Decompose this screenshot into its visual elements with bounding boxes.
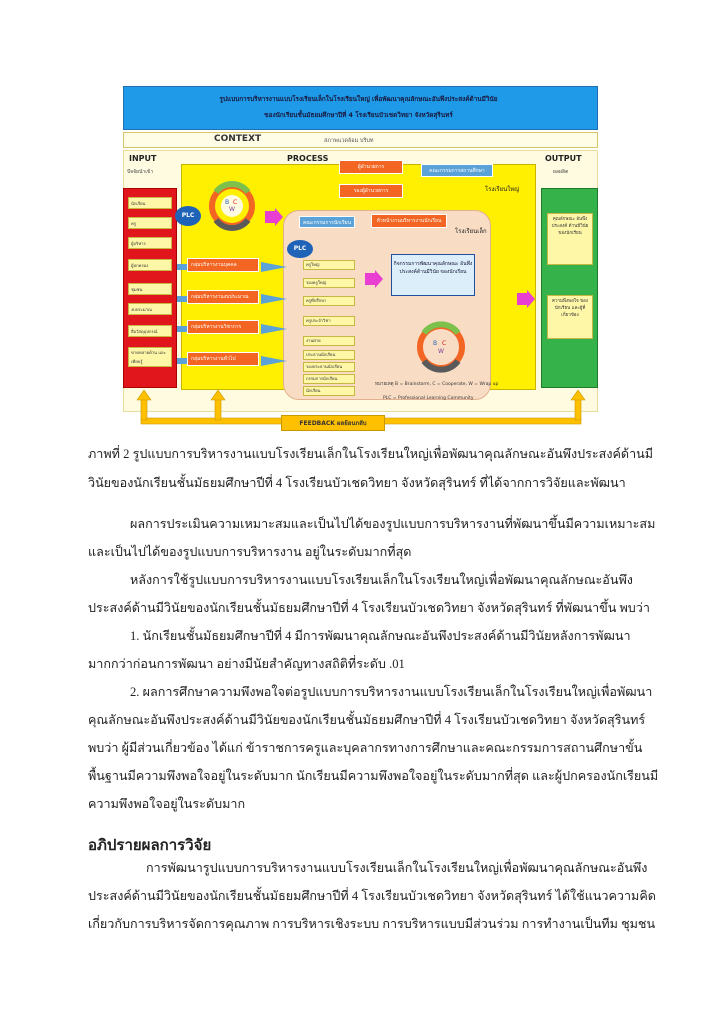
group-box: กลุ่มบริหารงานทั่วไป [187, 352, 259, 366]
cycle-letter: W [438, 348, 444, 355]
input-item: ครู [128, 217, 172, 229]
task-item: ครูประจำวิชา [303, 316, 355, 326]
arrow-icon [517, 290, 535, 308]
output-panel [541, 188, 598, 388]
deputy-box: รองผู้อำนวยการ [339, 184, 403, 198]
input-item: ชุมชน [128, 283, 172, 295]
group-arrows [177, 260, 303, 372]
paragraph-line: ผลการประเมินความเหมาะสมและเป็นไปได้ของรูปแบบการบริหารงานที่พัฒนาขึ้นมีความเหมาะสม [130, 517, 656, 531]
task-item: กรรมการนักเรียน [303, 374, 355, 384]
small-school-label: โรงเรียนเล็ก [455, 228, 487, 235]
task-item: งานฝ่าย [303, 336, 355, 346]
paragraph-line: พื้นฐานมีความพึงพอใจอยู่ในระดับมาก นักเรียนมีความพึงพอใจอยู่ในระดับมากที่สุด และผู้ปกครองนักเรียนมี [88, 769, 659, 783]
activity-box: กิจกรรมการพัฒนาคุณลักษณะ อันพึงประสงค์ด้านมีวินัย ของนักเรียน [391, 254, 475, 296]
input-item: งบประมาณ [128, 303, 172, 315]
paragraph-line: ความพึงพอใจอยู่ในระดับมาก [88, 797, 246, 811]
output-item: คุณลักษณะ อันพึงประสงค์ ด้านมีวินัย ของนักเรียน [547, 213, 593, 265]
footnote-bcw: หมายเหตุ B = Brainstorm, C = Cooperate, W = Wrap up [375, 382, 499, 387]
task-item: ครูใหญ่ [303, 260, 355, 270]
svg-text:B: B [225, 199, 230, 206]
cycle-icon [201, 180, 263, 232]
paragraph-line: เกี่ยวกับการบริหารจัดการคุณภาพ การบริหารเชิงระบบ การบริหารแบบมีส่วนร่วม การทำงานเป็นทีม ชุมชน [88, 917, 656, 931]
paragraph-line: 1. นักเรียนชั้นมัธยมศึกษาปีที่ 4 มีการพัฒนาคุณลักษณะอันพึงประสงค์ด้านมีวินัยหลังการพัฒนา [130, 629, 631, 643]
input-item: นักเรียน [128, 197, 172, 209]
framework-diagram [121, 84, 601, 436]
group-box: กลุ่มบริหารงานงบประมาณ [187, 290, 259, 304]
cycle-icon [409, 320, 473, 374]
input-item: ผู้ปกครอง [128, 259, 172, 271]
diagram-title-line1: รูปแบบการบริหารงานแบบโรงเรียนเล็กในโรงเรียนใหญ่ เพื่อพัฒนาคุณลักษณะอันพึงประสงค์ด้านมีวินัย [219, 95, 498, 103]
output-item: ความพึงพอใจ ของนักเรียน และผู้ที่เกี่ยวข้อง [547, 295, 593, 339]
group-box: กลุ่มบริหารงานวิชาการ [187, 320, 259, 334]
plc-badge-inner: PLC [287, 240, 313, 258]
arrow-icon [265, 208, 283, 226]
input-item: สื่อวัสดุอุปกรณ์ [128, 325, 172, 337]
svg-text:C: C [233, 199, 238, 206]
paragraph-line: คุณลักษณะอันพึงประสงค์ด้านมีวินัยของนักเรียนชั้นมัธยมศึกษาปีที่ 4 โรงเรียนบัวเชดวิทยา จังหวัดสุรินทร์ [88, 713, 646, 727]
big-school-label: โรงเรียนใหญ่ [485, 186, 520, 193]
paragraph-line: พบว่า ผู้มีส่วนเกี่ยวข้อง ได้แก่ ข้าราชการครูและบุคลากรทางการศึกษาและคณะกรรมการสถานศึกษาขั้น [88, 741, 643, 755]
input-sub: ปัจจัยนำเข้า [127, 169, 154, 175]
output-label: OUTPUT [545, 154, 582, 163]
task-item: รองประธานนักเรียน [303, 362, 355, 372]
figure-caption: วินัยของนักเรียนชั้นมัธยมศึกษาปีที่ 4 โรงเรียนบัวเชดวิทยา จังหวัดสุรินทร์ ที่ได้จากการวิจัยและพัฒนา [88, 476, 626, 490]
paragraph-line: ประสงค์ด้านมีวินัยของนักเรียนชั้นมัธยมศึกษาปีที่ 4 โรงเรียนบัวเชดวิทยา จังหวัดสุรินทร์ ที่พัฒนาขึ้น พบว่า [88, 601, 650, 615]
diagram-title-line2: ของนักเรียนชั้นมัธยมศึกษาปีที่ 4 โรงเรียนบัวเชดวิทยา จังหวัดสุรินทร์ [264, 111, 453, 119]
input-panel [123, 188, 177, 388]
admin-head-box: หัวหน้างานบริหารงานนักเรียน [371, 214, 447, 228]
director-box: ผู้อำนวยการ [339, 160, 403, 174]
diagram-header [123, 86, 598, 130]
input-label: INPUT [129, 154, 157, 163]
paragraph-line: 2. ผลการศึกษาความพึงพอใจต่อรูปแบบการบริหารงานแบบโรงเรียนเล็กในโรงเรียนใหญ่เพื่อพัฒนา [130, 685, 653, 699]
cycle-letter: C [442, 340, 447, 347]
paragraph-line: หลังการใช้รูปแบบการบริหารงานแบบโรงเรียนเล็กในโรงเรียนใหญ่เพื่อพัฒนาคุณลักษณะอันพึง [130, 573, 633, 587]
context-label: CONTEXT [214, 134, 262, 144]
output-sub: ผลผลิต [553, 169, 569, 175]
arrow-icon [365, 270, 383, 288]
input-item: ผู้บริหาร [128, 237, 172, 249]
context-sub: สภาพแวดล้อม บริบท [324, 138, 374, 144]
paragraph-line: มากกว่าก่อนการพัฒนา อย่างมีนัยสำคัญทางสถิติที่ระดับ .01 [88, 657, 405, 671]
context-bar [123, 132, 598, 148]
cycle-letter: B [433, 340, 438, 347]
feedback-box: FEEDBACK ผลย้อนกลับ [281, 415, 385, 431]
paragraph-line: ประสงค์ด้านมีวินัยของนักเรียนชั้นมัธยมศึกษาปีที่ 4 โรงเรียนบัวเชดวิทยา จังหวัดสุรินทร์ ได้ใช้แนวความคิด [88, 889, 656, 903]
committee-box: คณะกรรมการสถานศึกษา [421, 164, 493, 177]
paragraph-line: และเป็นไปได้ของรูปแบบการบริหารงาน อยู่ในระดับมากที่สุด [88, 545, 412, 559]
student-committee-box: คณะกรรมการนักเรียน [299, 216, 355, 228]
task-item: ประธานนักเรียน [303, 350, 355, 360]
plc-badge: PLC [175, 206, 201, 226]
svg-text:W: W [229, 206, 235, 213]
task-item: นักเรียน [303, 386, 355, 396]
footnote-plc: PLC = Professional Learning Community [383, 396, 474, 401]
task-item: ครูที่ปรึกษา [303, 296, 355, 306]
figure-caption: ภาพที่ 2 รูปแบบการบริหารงานแบบโรงเรียนเล็กในโรงเรียนใหญ่เพื่อพัฒนาคุณลักษณะอันพึงประสงค์ด้านมี [88, 447, 654, 461]
group-box: กลุ่มบริหารงานบุคคล [187, 258, 259, 272]
process-label: PROCESS [287, 154, 329, 163]
paragraph-line: การพัฒนารูปแบบการบริหารงานแบบโรงเรียนเล็กในโรงเรียนใหญ่เพื่อพัฒนาคุณลักษณะอันพึง [146, 861, 648, 875]
section-heading: อภิปรายผลการวิจัย [88, 838, 212, 854]
input-item: ขาดหลายด้าน และเทียบรู้ [128, 347, 172, 367]
task-item: รองครูใหญ่ [303, 278, 355, 288]
